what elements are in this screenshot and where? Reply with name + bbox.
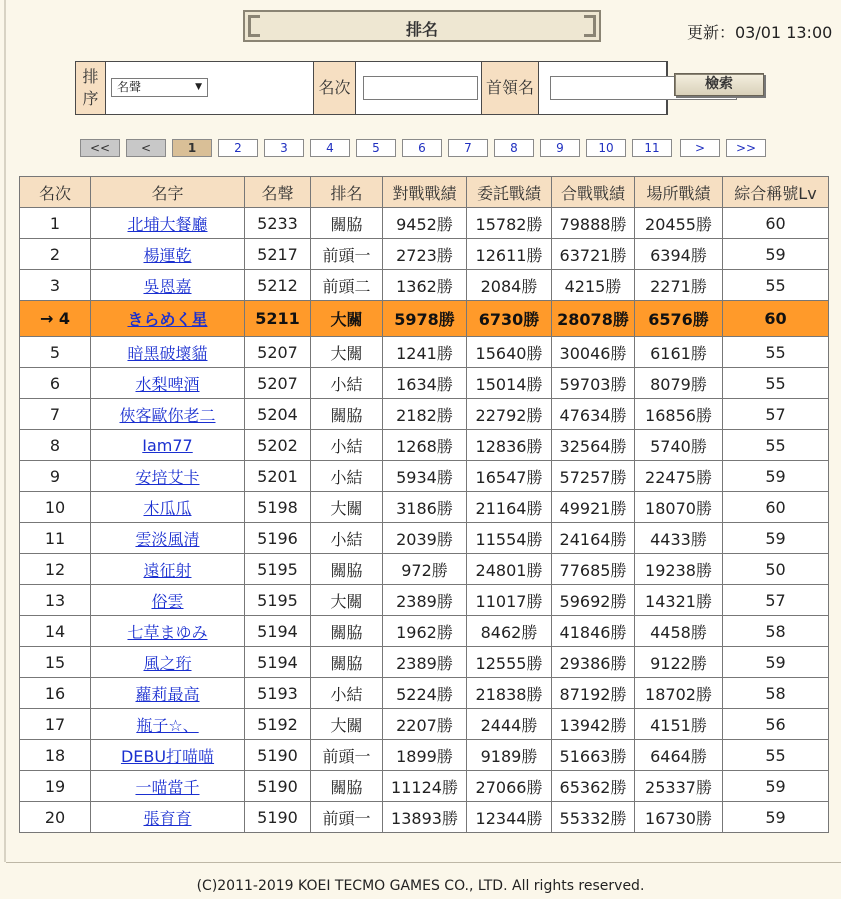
player-name-cell	[91, 709, 245, 740]
table-cell: 5204	[245, 399, 311, 430]
player-name-cell	[91, 771, 245, 802]
table-cell: 5194	[245, 647, 311, 678]
table-cell: 59	[723, 771, 829, 802]
player-name-link[interactable]: 一喵當千	[135, 777, 200, 797]
table-cell: 5194	[245, 616, 311, 647]
table-cell: 25337勝	[635, 771, 723, 802]
table-cell: 關脇	[311, 399, 383, 430]
player-name-cell	[91, 461, 245, 492]
table-cell: 13	[20, 585, 91, 616]
table-cell: 2444勝	[467, 709, 552, 740]
table-cell: 59692勝	[552, 585, 635, 616]
table-cell: 大關	[311, 492, 383, 523]
table-row	[20, 270, 829, 301]
table-cell: 18070勝	[635, 492, 723, 523]
table-cell: 22475勝	[635, 461, 723, 492]
table-cell: 22792勝	[467, 399, 552, 430]
page-button[interactable]: <	[126, 139, 166, 157]
player-name-cell	[91, 208, 245, 239]
table-cell: 57	[723, 585, 829, 616]
table-cell: 1634勝	[383, 368, 467, 399]
table-cell: 大關	[311, 301, 383, 337]
player-name-link[interactable]: 瓶子☆、	[136, 715, 199, 735]
table-cell: 5190	[245, 740, 311, 771]
table-cell: 5740勝	[635, 430, 723, 461]
table-cell: 77685勝	[552, 554, 635, 585]
table-cell: 16856勝	[635, 399, 723, 430]
table-cell: 1	[20, 208, 91, 239]
player-name-cell	[91, 523, 245, 554]
player-name-cell	[91, 585, 245, 616]
table-cell: 58	[723, 616, 829, 647]
table-cell: 20	[20, 802, 91, 833]
column-header: 委託戰績	[467, 177, 552, 208]
table-cell: 2	[20, 239, 91, 270]
table-cell: 13942勝	[552, 709, 635, 740]
table-cell: 1962勝	[383, 616, 467, 647]
table-row	[20, 301, 829, 337]
table-cell: 關脇	[311, 771, 383, 802]
player-name-cell	[91, 239, 245, 270]
table-cell: 15640勝	[467, 337, 552, 368]
player-name-cell	[91, 678, 245, 709]
table-cell: 24801勝	[467, 554, 552, 585]
table-cell: 59	[723, 647, 829, 678]
page-button[interactable]: 10	[586, 139, 626, 157]
table-cell: 5207	[245, 368, 311, 399]
table-cell: 2271勝	[635, 270, 723, 301]
table-row	[20, 239, 829, 270]
table-cell: 5190	[245, 771, 311, 802]
table-cell: 4151勝	[635, 709, 723, 740]
table-cell: 12836勝	[467, 430, 552, 461]
table-cell: 55	[723, 337, 829, 368]
table-cell: 59703勝	[552, 368, 635, 399]
table-cell: 15782勝	[467, 208, 552, 239]
table-cell: 5211	[245, 301, 311, 337]
table-row	[20, 461, 829, 492]
player-name-cell	[91, 301, 245, 337]
player-name-link[interactable]: 俠客歐你老二	[119, 405, 216, 425]
copyright-footer: (C)2011-2019 KOEI TECMO GAMES CO., LTD. All rights reserved.	[196, 878, 645, 894]
table-cell: 8079勝	[635, 368, 723, 399]
table-cell: 關脇	[311, 554, 383, 585]
column-header: 場所戰績	[635, 177, 723, 208]
table-cell: 前頭一	[311, 802, 383, 833]
table-cell: 55	[723, 368, 829, 399]
search-button[interactable]: 檢索	[674, 73, 764, 96]
table-row	[20, 771, 829, 802]
table-cell: 6161勝	[635, 337, 723, 368]
table-cell: 16730勝	[635, 802, 723, 833]
table-cell: 15014勝	[467, 368, 552, 399]
table-cell: 5224勝	[383, 678, 467, 709]
table-cell: 關脇	[311, 208, 383, 239]
table-cell: 5201	[245, 461, 311, 492]
table-cell: 大關	[311, 585, 383, 616]
table-cell: 50	[723, 554, 829, 585]
table-cell: 3186勝	[383, 492, 467, 523]
table-row	[20, 678, 829, 709]
player-name-cell	[91, 802, 245, 833]
table-cell: 1899勝	[383, 740, 467, 771]
player-name-link[interactable]: 蘿莉最高	[135, 684, 200, 704]
page-button[interactable]: 9	[540, 139, 580, 157]
table-cell: 14	[20, 616, 91, 647]
sort-label: 排 序	[76, 62, 106, 114]
table-cell: 9189勝	[467, 740, 552, 771]
table-cell: 12	[20, 554, 91, 585]
player-name-link[interactable]: 雲淡風清	[135, 529, 200, 549]
page-button[interactable]: 8	[494, 139, 534, 157]
rank-cell	[356, 62, 482, 114]
table-cell: 3	[20, 270, 91, 301]
search-form	[75, 61, 668, 115]
table-cell: 12555勝	[467, 647, 552, 678]
table-row	[20, 802, 829, 833]
page-title: 排名	[405, 20, 438, 39]
table-cell: 16	[20, 678, 91, 709]
player-name-cell	[91, 430, 245, 461]
table-cell: 2207勝	[383, 709, 467, 740]
page-button[interactable]: 1	[172, 139, 212, 157]
table-cell: 59	[723, 239, 829, 270]
table-cell: 8	[20, 430, 91, 461]
player-name-cell	[91, 270, 245, 301]
table-row	[20, 368, 829, 399]
table-cell: 49921勝	[552, 492, 635, 523]
table-cell: 9122勝	[635, 647, 723, 678]
table-cell: 11124勝	[383, 771, 467, 802]
table-cell: 15	[20, 647, 91, 678]
table-cell: 前頭一	[311, 740, 383, 771]
player-name-cell	[91, 399, 245, 430]
table-cell: 51663勝	[552, 740, 635, 771]
table-cell: 20455勝	[635, 208, 723, 239]
table-cell: 2723勝	[383, 239, 467, 270]
table-cell: 5195	[245, 585, 311, 616]
table-cell: 59	[723, 461, 829, 492]
sort-select-value: 名聲	[117, 80, 142, 94]
table-cell: 87192勝	[552, 678, 635, 709]
table-row	[20, 647, 829, 678]
table-cell: 6	[20, 368, 91, 399]
table-cell: 6394勝	[635, 239, 723, 270]
rank-input[interactable]	[363, 76, 478, 100]
table-cell: 19	[20, 771, 91, 802]
page-button[interactable]: 4	[310, 139, 350, 157]
column-header: 名字	[91, 177, 245, 208]
table-cell: 21164勝	[467, 492, 552, 523]
table-cell: 關脇	[311, 647, 383, 678]
table-cell: 19238勝	[635, 554, 723, 585]
table-cell: 59	[723, 523, 829, 554]
table-cell: 5934勝	[383, 461, 467, 492]
table-cell: 27066勝	[467, 771, 552, 802]
table-cell: 6730勝	[467, 301, 552, 337]
table-cell: 24164勝	[552, 523, 635, 554]
table-cell: 4215勝	[552, 270, 635, 301]
leader-label: 首領名	[482, 62, 539, 114]
table-cell: 10	[20, 492, 91, 523]
table-cell: 小結	[311, 368, 383, 399]
dropdown-arrow-icon: ▼	[195, 82, 202, 92]
player-name-link[interactable]: 楊運乾	[143, 245, 192, 265]
table-cell: 29386勝	[552, 647, 635, 678]
table-row	[20, 616, 829, 647]
table-cell: 11017勝	[467, 585, 552, 616]
table-cell: 前頭一	[311, 239, 383, 270]
player-name-cell	[91, 740, 245, 771]
table-cell: 5195	[245, 554, 311, 585]
updated-time: 更新：03/01 13:00	[687, 23, 833, 42]
table-cell: 16547勝	[467, 461, 552, 492]
player-name-cell	[91, 554, 245, 585]
table-cell: 2039勝	[383, 523, 467, 554]
column-header: 綜合稱號Lv	[723, 177, 829, 208]
table-row	[20, 208, 829, 239]
player-name-link[interactable]: 吳恩嘉	[143, 276, 192, 296]
table-cell: 17	[20, 709, 91, 740]
table-cell: 55	[723, 430, 829, 461]
table-cell: 5192	[245, 709, 311, 740]
table-cell: 5202	[245, 430, 311, 461]
table-cell: 18	[20, 740, 91, 771]
table-cell: 小結	[311, 523, 383, 554]
page-button[interactable]: 2	[218, 139, 258, 157]
table-row	[20, 492, 829, 523]
player-name-link[interactable]: 七草まゆみ	[127, 622, 208, 642]
table-cell: 57257勝	[552, 461, 635, 492]
leader-cell	[539, 62, 667, 114]
column-header: 合戰戰績	[552, 177, 635, 208]
table-cell: 11554勝	[467, 523, 552, 554]
page-title-box	[243, 10, 601, 42]
table-cell: 56	[723, 709, 829, 740]
player-name-link[interactable]: 風之珩	[143, 653, 192, 673]
table-cell: 972勝	[383, 554, 467, 585]
table-cell: 大關	[311, 337, 383, 368]
table-cell: 21838勝	[467, 678, 552, 709]
table-cell: 1241勝	[383, 337, 467, 368]
footer-divider	[6, 862, 841, 863]
table-cell: 5	[20, 337, 91, 368]
table-cell: 11	[20, 523, 91, 554]
table-row	[20, 585, 829, 616]
table-cell: 2389勝	[383, 647, 467, 678]
rank-label: 名次	[314, 62, 356, 114]
table-cell: 5190	[245, 802, 311, 833]
page-button[interactable]: >>	[726, 139, 766, 157]
table-cell: 1362勝	[383, 270, 467, 301]
table-row	[20, 430, 829, 461]
table-cell: 57	[723, 399, 829, 430]
table-cell: 58	[723, 678, 829, 709]
table-cell: 小結	[311, 430, 383, 461]
table-cell: 5193	[245, 678, 311, 709]
table-cell: 60	[723, 301, 829, 337]
player-name-link[interactable]: DEBU打喵喵	[120, 746, 215, 766]
table-row	[20, 337, 829, 368]
player-name-link[interactable]: 木瓜瓜	[143, 498, 192, 518]
table-cell: 65362勝	[552, 771, 635, 802]
table-cell: 41846勝	[552, 616, 635, 647]
player-name-link[interactable]: Iam77	[142, 435, 193, 455]
column-header: 名次	[20, 177, 91, 208]
table-cell: 12611勝	[467, 239, 552, 270]
player-name-link[interactable]: 暗黑破壞貓	[127, 343, 208, 363]
table-cell: 79888勝	[552, 208, 635, 239]
table-cell: 5233	[245, 208, 311, 239]
column-header: 排名	[311, 177, 383, 208]
player-name-link[interactable]: 安培艾卡	[135, 467, 200, 487]
table-row	[20, 740, 829, 771]
player-name-cell	[91, 647, 245, 678]
column-header: 對戰戰績	[383, 177, 467, 208]
table-cell: 55332勝	[552, 802, 635, 833]
page-button[interactable]: 5	[356, 139, 396, 157]
table-cell: 關脇	[311, 616, 383, 647]
table-cell: 5212	[245, 270, 311, 301]
table-cell: 5198	[245, 492, 311, 523]
table-cell: 1268勝	[383, 430, 467, 461]
page-button[interactable]: 6	[402, 139, 442, 157]
table-cell: 大關	[311, 709, 383, 740]
table-cell: 13893勝	[383, 802, 467, 833]
player-name-link[interactable]: 俗雲	[151, 591, 184, 611]
table-row	[20, 554, 829, 585]
table-cell: 2182勝	[383, 399, 467, 430]
player-name-cell	[91, 616, 245, 647]
table-cell: 7	[20, 399, 91, 430]
player-name-cell	[91, 492, 245, 523]
sort-select[interactable]	[111, 78, 208, 97]
table-cell: 59	[723, 802, 829, 833]
table-cell: 4458勝	[635, 616, 723, 647]
table-cell: 60	[723, 208, 829, 239]
left-border	[4, 0, 6, 862]
table-header-row	[20, 177, 829, 208]
table-cell: 2084勝	[467, 270, 552, 301]
player-name-link[interactable]: 北埔大餐廳	[127, 214, 208, 234]
table-cell: 5217	[245, 239, 311, 270]
sort-cell	[106, 62, 314, 114]
table-cell: 14321勝	[635, 585, 723, 616]
table-cell: 28078勝	[552, 301, 635, 337]
table-cell: 小結	[311, 461, 383, 492]
player-name-cell	[91, 337, 245, 368]
table-cell: 18702勝	[635, 678, 723, 709]
table-cell: 6576勝	[635, 301, 723, 337]
table-cell: 5207	[245, 337, 311, 368]
table-cell: 5196	[245, 523, 311, 554]
page-button[interactable]: 11	[632, 139, 672, 157]
table-cell: 63721勝	[552, 239, 635, 270]
table-cell: 47634勝	[552, 399, 635, 430]
player-name-link[interactable]: 水梨啤酒	[135, 374, 200, 394]
page-button[interactable]: <<	[80, 139, 120, 157]
table-cell: → 4	[20, 301, 91, 337]
table-cell: 32564勝	[552, 430, 635, 461]
table-cell: 6464勝	[635, 740, 723, 771]
table-cell: 5978勝	[383, 301, 467, 337]
table-row	[20, 709, 829, 740]
page-button[interactable]: 7	[448, 139, 488, 157]
table-cell: 30046勝	[552, 337, 635, 368]
page-button[interactable]: 3	[264, 139, 304, 157]
table-cell: 2389勝	[383, 585, 467, 616]
table-cell: 55	[723, 740, 829, 771]
table-cell: 8462勝	[467, 616, 552, 647]
table-cell: 12344勝	[467, 802, 552, 833]
table-cell: 60	[723, 492, 829, 523]
page-button[interactable]: >	[680, 139, 720, 157]
table-cell: 小結	[311, 678, 383, 709]
table-cell: 前頭二	[311, 270, 383, 301]
player-name-cell	[91, 368, 245, 399]
player-name-link[interactable]: 遠征射	[143, 560, 192, 580]
column-header: 名聲	[245, 177, 311, 208]
table-cell: 9452勝	[383, 208, 467, 239]
table-row	[20, 523, 829, 554]
table-cell: 55	[723, 270, 829, 301]
ranking-table	[19, 176, 829, 833]
player-name-link[interactable]: 張育育	[143, 808, 192, 828]
table-row	[20, 399, 829, 430]
player-name-link[interactable]: きらめく星	[127, 310, 208, 329]
table-cell: 9	[20, 461, 91, 492]
table-cell: 4433勝	[635, 523, 723, 554]
